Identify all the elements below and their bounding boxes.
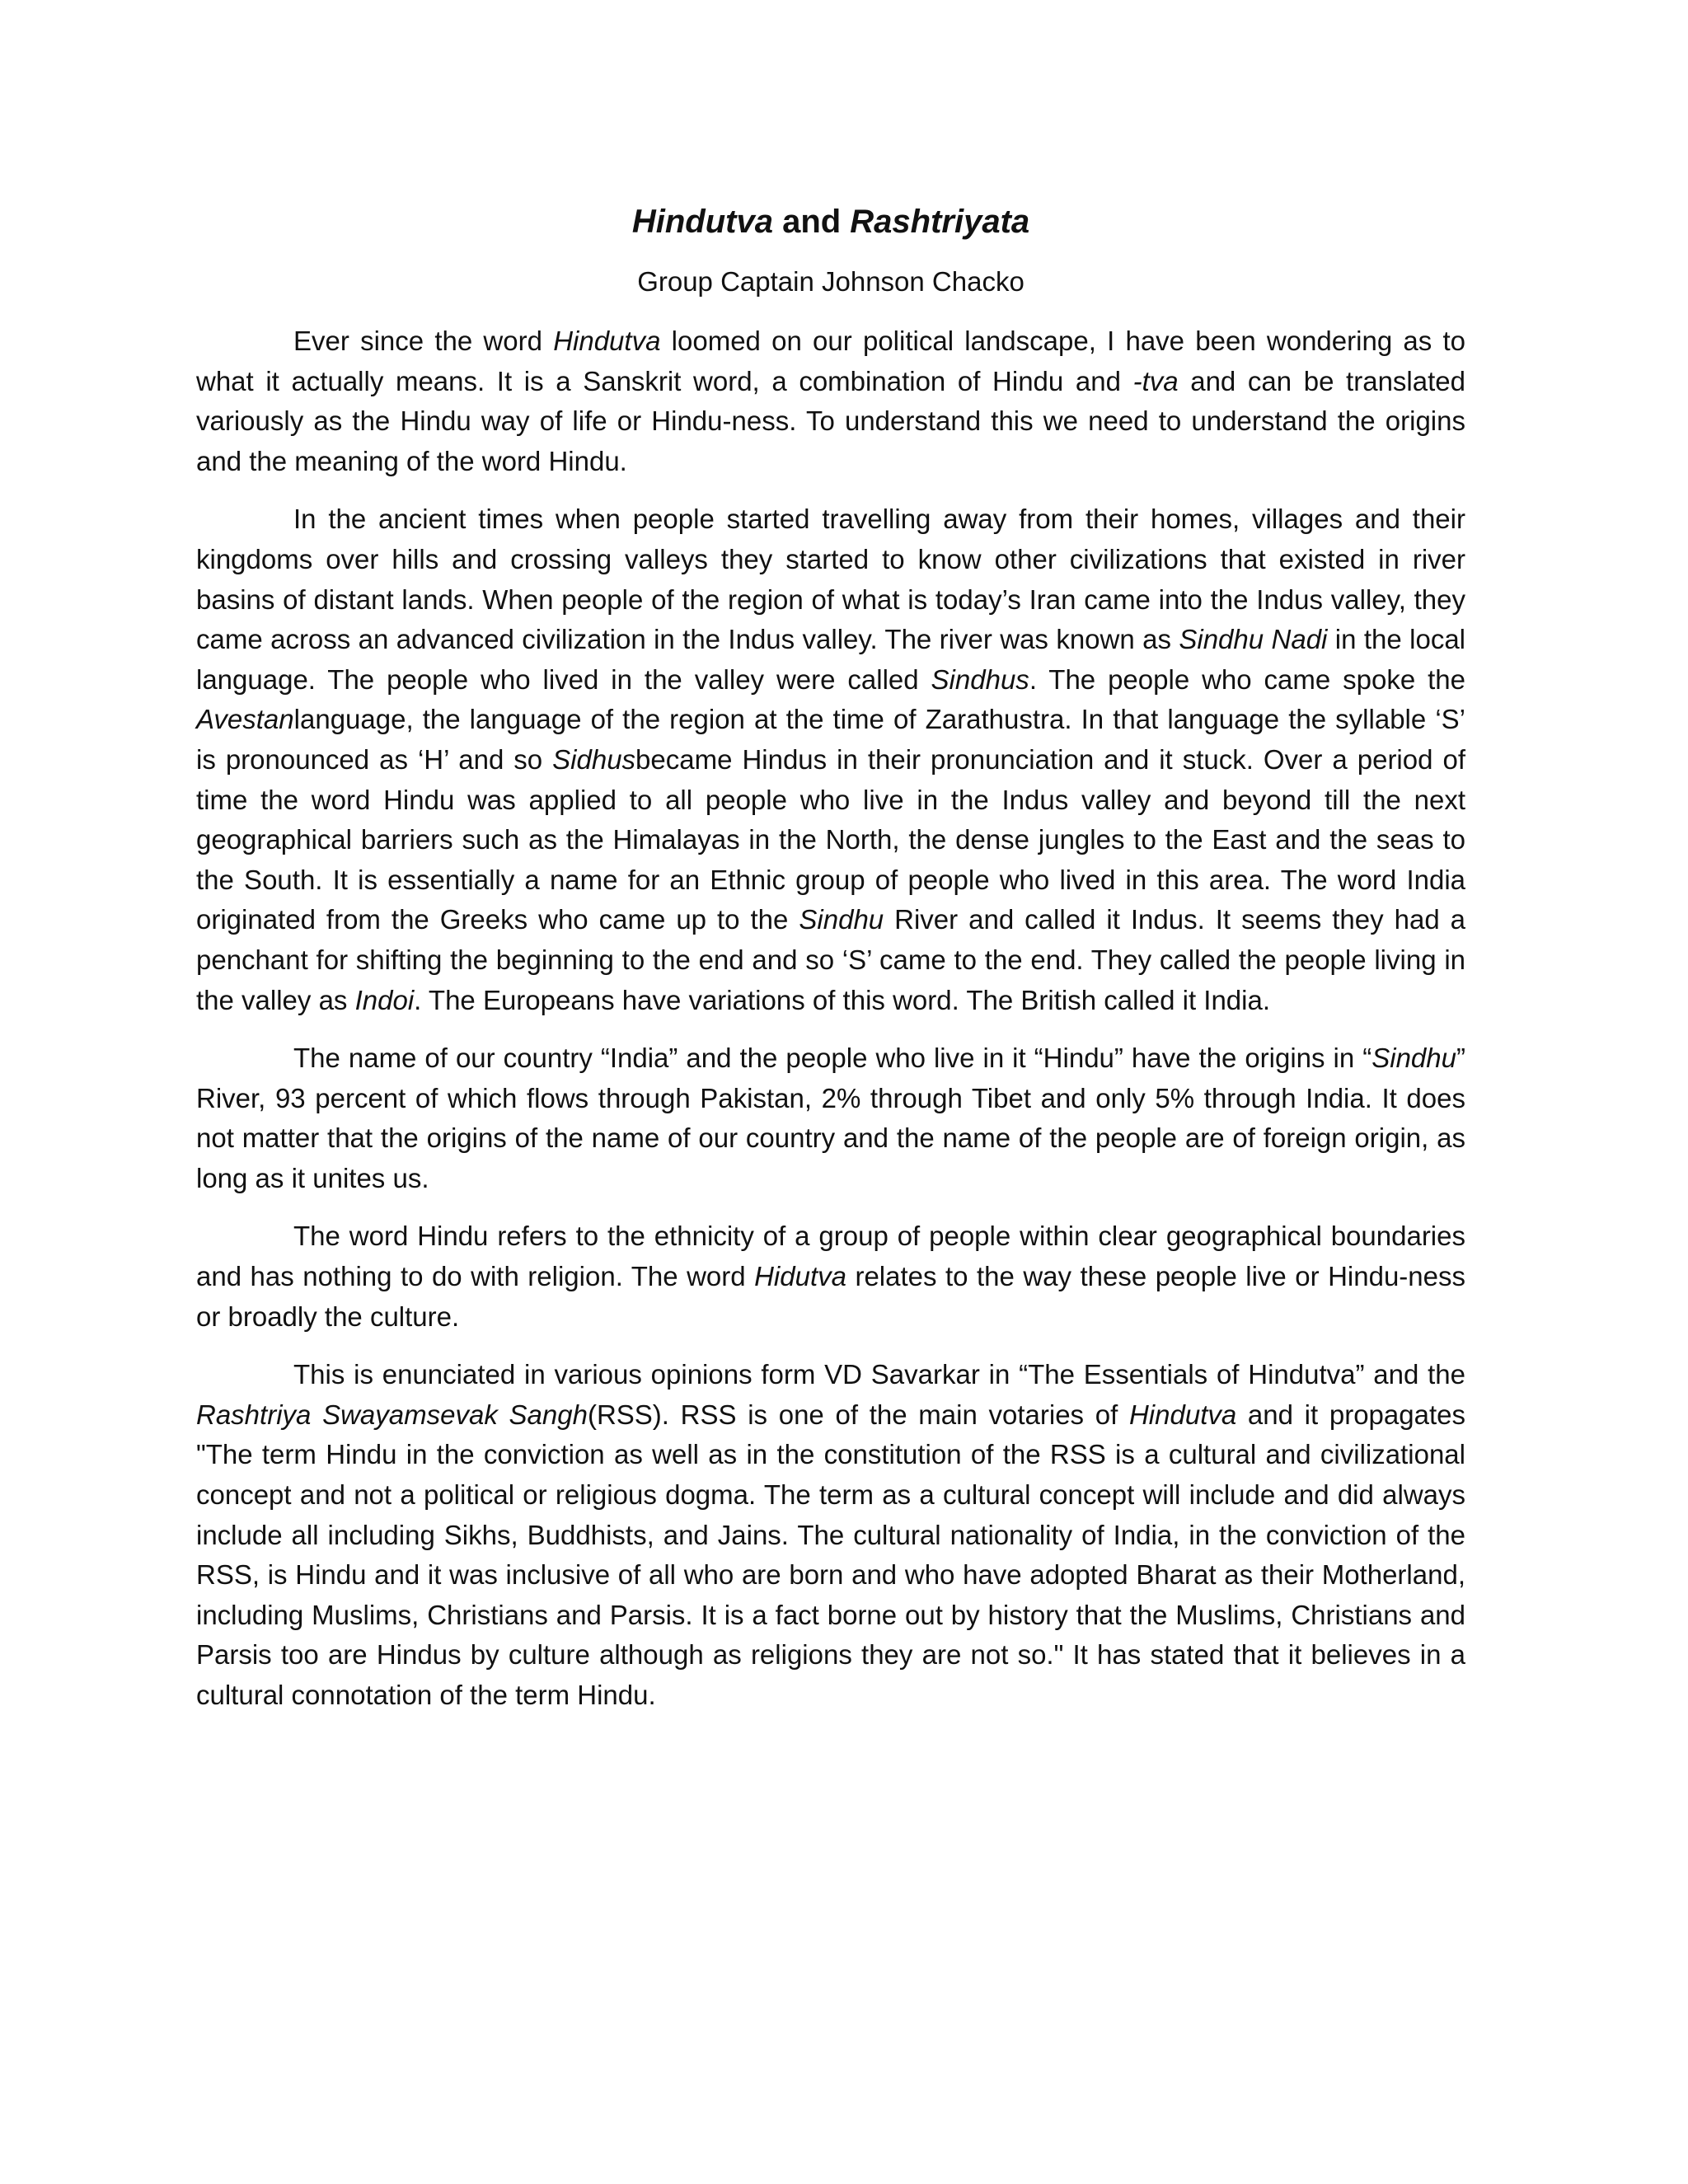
text-run: In the ancient times when people started travelling away from their homes, villages and their kingdoms over hills and crossing valleys they started to know other civilizations that existed in river basins of distant lands. When people of the region of what is today’s Iran came into the Indus valley, they came across an advanced civilization in the Indus valley. The river was known as xyxy=(196,504,1465,655)
title-hindutva: Hindutva xyxy=(631,204,773,240)
text-run: This is enunciated in various opinions form VD Savarkar in “The Essentials of Hindutva” and the xyxy=(293,1359,1465,1390)
text-run: Ever since the word xyxy=(293,326,554,356)
text-run: The word Hindu refers to the ethnicity of a group of people within clear geographical boundaries and has nothing to do with religion. The word xyxy=(196,1221,1465,1292)
text-run: . The Europeans have variations of this word. The British called it India. xyxy=(414,984,1271,1015)
text-run: in the local language. The people who lived in the valley were called xyxy=(196,624,1466,695)
text-run: relates to the way these people live or Hindu-ness or broadly the culture. xyxy=(196,1261,1465,1332)
text-run: language, the language of the region at the time of Zarathustra. In that language the syllable ‘S’ is pronounced as ‘H’ and so xyxy=(196,704,1465,775)
paragraph-4 xyxy=(196,1216,1465,1337)
paragraph-3 xyxy=(196,1038,1465,1198)
italic-term: Indoi xyxy=(354,984,415,1015)
italic-term: Avestan xyxy=(196,704,294,735)
italic-term: Sindhu Nadi xyxy=(1179,624,1328,655)
text-run: . The people who came spoke the xyxy=(1029,663,1465,695)
text-run: and it propagates "The term Hindu in the conviction as well as in the constitution of the RSS is a cultural and civilizational concept and not a political or religious dogma. The term as a cultural concept will include and did always include all including Sikhs, Buddhists, and Jains. The cultural nationality of India, in the conviction of the RSS, is Hindu and it was inclusive of all who are born and who have adopted Bharat as their Motherland, including Muslims, Christians and Parsis. It is a fact borne out by history that the Muslims, Christians and Parsis too are Hindus by culture although as religions they are not so." It has stated that it believes in a cultural connotation of the term Hindu. xyxy=(196,1399,1465,1710)
text-run: became Hindus in their pronunciation and it stuck. Over a period of time the word Hindu was applied to all people who live in the Indus valley and beyond till the next geographical barriers such as the Himalayas in the North, the dense jungles to the East and the seas to the South. It is essentially a name for an Ethnic group of people who lived in this area. The word India originated from the Greeks who came up to the xyxy=(196,743,1465,935)
text-run: (RSS). RSS is one of the main votaries of xyxy=(587,1399,1129,1430)
italic-term: -tva xyxy=(1132,365,1179,396)
italic-term: Rashtriya Swayamsevak Sangh xyxy=(196,1399,588,1430)
text-run: and can be translated variously as the Hindu way of life or Hindu-ness. To understand this we need to understand the origins and the meaning of the word Hindu. xyxy=(196,365,1465,476)
italic-term: Sindhus xyxy=(931,663,1029,695)
italic-term: Hindutva xyxy=(553,326,661,356)
text-run: The name of our country “India” and the people who live in it “Hindu” have the origins in “ xyxy=(293,1043,1372,1074)
italic-term: Hidutva xyxy=(754,1261,846,1292)
document-body xyxy=(196,199,1465,1716)
italic-term: Sindhu xyxy=(1372,1043,1456,1074)
text-run: loomed on our political landscape, I have been wondering as to what it actually means. It is a Sanskrit word, a combination of Hindu and xyxy=(196,326,1465,396)
paragraph-1 xyxy=(196,321,1465,481)
title-rashtriyata: Rashtriyata xyxy=(850,204,1030,240)
author-byline: Group Captain Johnson Chacko xyxy=(637,266,1025,297)
paragraph-2 xyxy=(196,499,1465,1020)
text-run: ” River, 93 percent of which flows through Pakistan, 2% through Tibet and only 5% through India. It does not matter that the origins of the name of our country and the name of the people are of foreign origin, as long as it unites us. xyxy=(196,1043,1465,1193)
italic-term: Hindutva xyxy=(1128,1399,1237,1430)
title-conjunction: and xyxy=(772,204,851,240)
text-run: River and called it Indus. It seems they had a penchant for shifting the beginning to the end and so ‘S’ came to the end. They called the people living in the valley as xyxy=(196,904,1466,1015)
italic-term: Sidhus xyxy=(552,743,636,775)
italic-term: Sindhu xyxy=(799,904,884,935)
document-title xyxy=(196,199,1465,244)
paragraph-5 xyxy=(196,1355,1465,1715)
article-text xyxy=(196,321,1465,1716)
